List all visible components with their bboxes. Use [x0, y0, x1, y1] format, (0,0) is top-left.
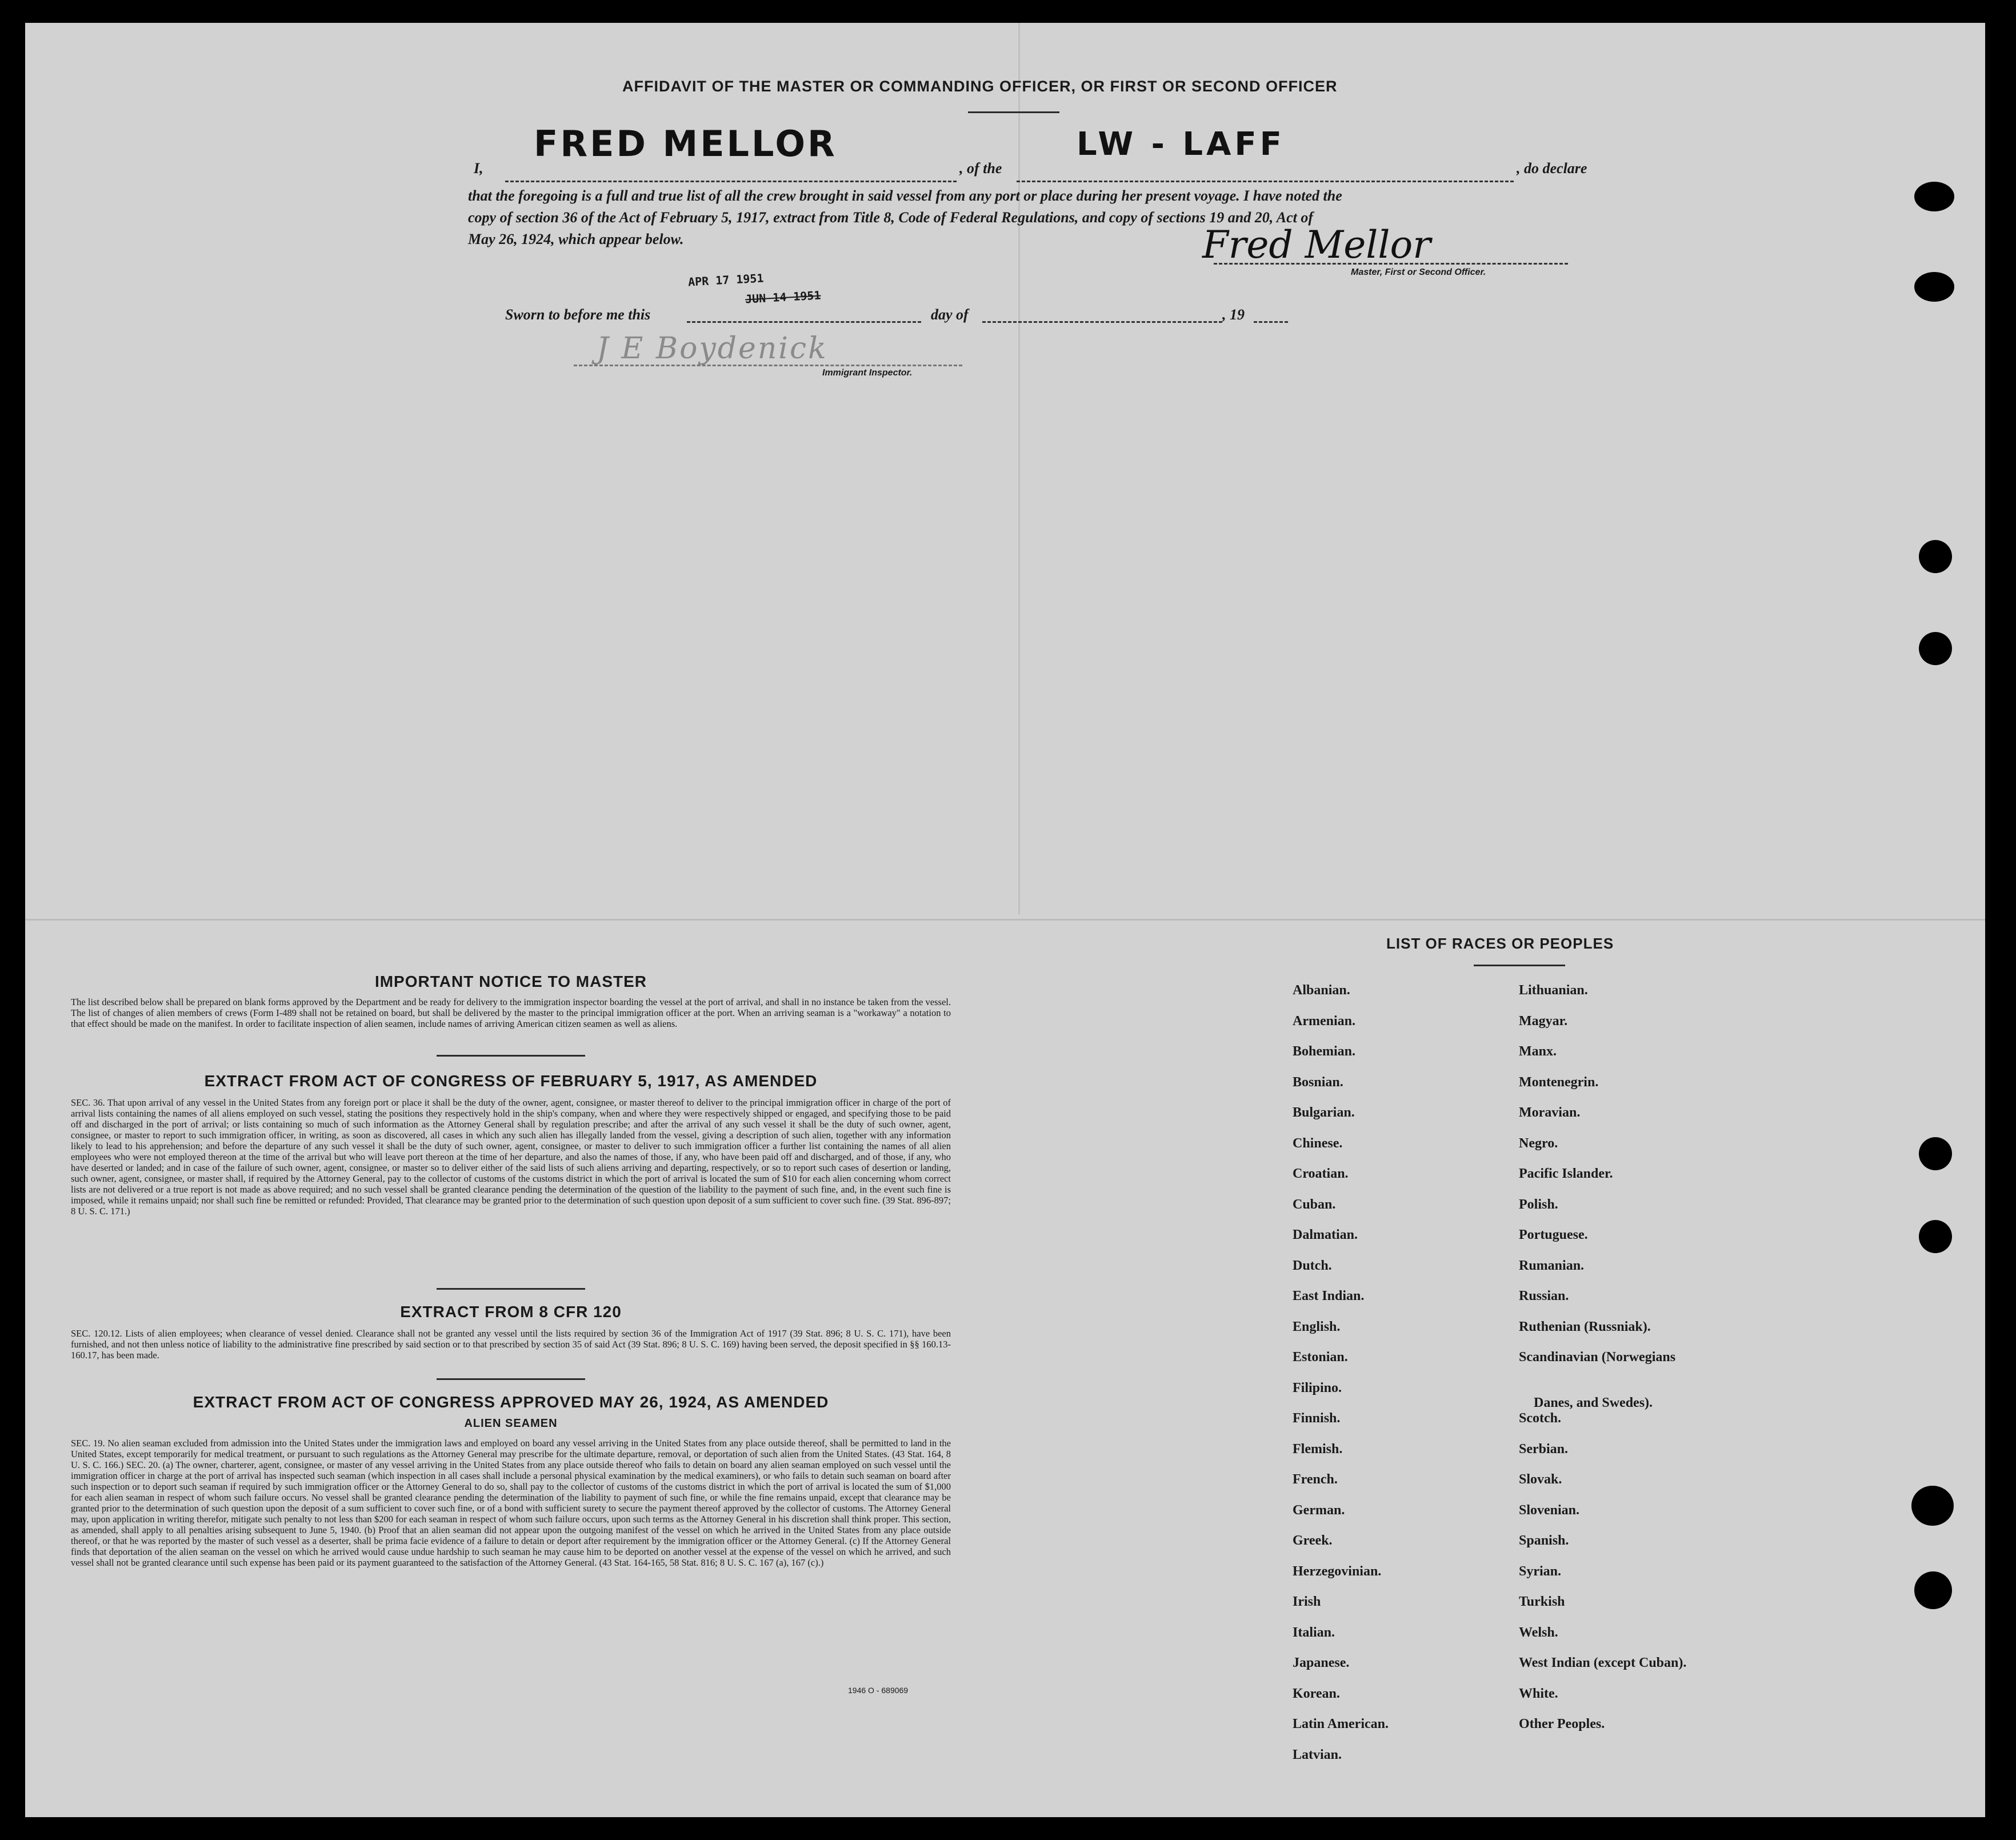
extract2-rule — [437, 1378, 585, 1380]
fold-line-vertical — [1018, 23, 1020, 914]
of-the-text: , of the — [959, 160, 1002, 177]
race-item: English. — [1293, 1319, 1341, 1334]
inspector-line — [574, 365, 962, 366]
race-item: Croatian. — [1293, 1166, 1349, 1181]
punch-hole — [1914, 182, 1954, 211]
race-item: Manx. — [1519, 1044, 1557, 1059]
punch-hole — [1919, 540, 1952, 573]
race-item: Magyar. — [1519, 1013, 1568, 1029]
race-item: Bosnian. — [1293, 1074, 1343, 1090]
affidavit-line-2: that the foregoing is a full and true list of all the crew brought in said vessel from any port or place during her present voyage. I have noted the — [468, 187, 1342, 204]
document-page — [25, 23, 1985, 1817]
race-item: Latin American. — [1293, 1717, 1389, 1731]
extract3-subtitle: ALIEN SEAMEN — [464, 1417, 558, 1430]
extract3-title: EXTRACT FROM ACT OF CONGRESS APPROVED MAY 26, 1924, AS AMENDED — [193, 1393, 829, 1411]
race-item: Finnish. — [1293, 1411, 1341, 1426]
race-item: Italian. — [1293, 1625, 1335, 1640]
extract2-title: EXTRACT FROM 8 CFR 120 — [400, 1303, 622, 1321]
races-title: LIST OF RACES OR PEOPLES — [1386, 935, 1614, 952]
race-item: Rumanian. — [1519, 1258, 1585, 1273]
race-item: Portuguese. — [1519, 1227, 1588, 1242]
sworn-day-line — [687, 321, 921, 323]
races-rule — [1474, 965, 1565, 966]
race-item: White. — [1519, 1686, 1558, 1701]
master-signature: Fred Mellor — [1202, 223, 1431, 267]
race-item: Scotch. — [1519, 1411, 1561, 1426]
title-rule — [968, 111, 1059, 113]
race-item: Dutch. — [1293, 1258, 1332, 1273]
race-item: Russian. — [1519, 1289, 1569, 1303]
race-item: Bulgarian. — [1293, 1105, 1355, 1120]
signature-caption: Master, First or Second Officer. — [1351, 267, 1486, 277]
month-line — [982, 321, 1222, 323]
race-item: Dalmatian. — [1293, 1227, 1358, 1242]
punch-hole — [1914, 272, 1954, 302]
race-item: Negro. — [1519, 1135, 1558, 1151]
race-item: Irish — [1293, 1594, 1321, 1609]
race-item: Spanish. — [1519, 1533, 1569, 1548]
race-item: Cuban. — [1293, 1197, 1336, 1212]
do-declare-text: , do declare — [1517, 160, 1587, 177]
punch-hole — [1919, 1137, 1952, 1170]
race-item: Slovenian. — [1519, 1502, 1580, 1518]
race-item: Polish. — [1519, 1197, 1558, 1212]
inspector-signature: J E Boydenick — [597, 331, 828, 366]
affidavit-line-3: copy of section 36 of the Act of February 5, 1917, extract from Title 8, Code of Federal Regulations, and copy of sections 19 and 20, Act of — [468, 209, 1313, 226]
race-item: Pacific Islander. — [1519, 1166, 1613, 1181]
race-item: Estonian. — [1293, 1350, 1348, 1365]
print-code: 1946 O - 689069 — [848, 1686, 909, 1695]
race-item: Other Peoples. — [1519, 1717, 1605, 1731]
race-item: Flemish. — [1293, 1441, 1343, 1457]
race-item: Ruthenian (Russniak). — [1519, 1319, 1651, 1334]
extract1-text: SEC. 36. That upon arrival of any vessel in the United States from any foreign port or place it shall be the duty of the owner, agent, consignee, or master thereof to deliver to the principal immigration officer in charge of the port of arrival lists containing the names of all aliens employed on such vessel, stating the positions they respectively hold in the ship's company, when and where they were respectively shipped or engaged, and specifying those to be paid off and discharged in the port of arrival; or lists containing so much of such information as the Attorney General shall by regulation prescribe; and after the arrival of any such vessel it shall be the duty of such owner, agent, consignee, or master to report to such immigration officer, in writing, as soon as discovered, all cases in which any such alien has illegally landed from the vessel, giving a description of such alien, together with any information likely to lead to his apprehension; and before the departure of any such vessel it shall be the duty of such owner, agent, consignee, or master to deliver to such immigration officer a further list containing the names of all alien employees who were not employed thereon at the time of the arrival but who will leave port thereon at the time of her departure, and also the names of those, if any, who have been paid off and discharged, and of those, if any, who have deserted or landed; and in case of the failure of such owner, agent, consignee, or master so to deliver either of the said lists of such aliens arriving and departing, respectively, or so to report such cases of desertion or landing, such owner, agent, consignee, or master shall, if required by the Attorney General, pay to the collector of customs of the customs district in which the port of arrival is located the sum of $10 for each alien concerning whom correct lists are not delivered or a true report is not made as above required; and no such vessel shall be granted clearance pending the determination of the question of the liability to the payment of such fine, and, in the event such fine is imposed, while it remains unpaid; nor shall such fine be remitted or refunded: Provided, That clearance may be granted prior to the determination of such question upon deposit of a sum sufficient to cover such fine. (39 Stat. 896-897; 8 U. S. C. 171.) — [71, 1097, 951, 1217]
punch-hole — [1911, 1486, 1954, 1526]
race-item: Korean. — [1293, 1686, 1340, 1701]
sworn-text: Sworn to before me this — [505, 306, 651, 323]
race-item: Greek. — [1293, 1533, 1333, 1548]
race-item: West Indian (except Cuban). — [1519, 1655, 1687, 1670]
affidavit-title: AFFIDAVIT OF THE MASTER OR COMMANDING OFFICER, OR FIRST OR SECOND OFFICER — [622, 78, 1338, 95]
notice-rule — [437, 1055, 585, 1057]
race-item: German. — [1293, 1502, 1345, 1518]
extract1-rule — [437, 1288, 585, 1290]
affidavit-line-4: May 26, 1924, which appear below. — [468, 231, 684, 247]
race-item: Moravian. — [1519, 1105, 1581, 1120]
race-item: Serbian. — [1519, 1441, 1569, 1457]
notice-title: IMPORTANT NOTICE TO MASTER — [374, 973, 647, 990]
master-name-handwritten: FRED MELLOR — [534, 123, 837, 165]
race-item: French. — [1293, 1472, 1338, 1487]
signature-line — [1214, 263, 1568, 265]
year-line — [1254, 321, 1288, 323]
year-text: , 19 — [1222, 306, 1245, 323]
race-item: Armenian. — [1293, 1013, 1355, 1029]
vessel-line — [1017, 181, 1514, 182]
extract3-text: SEC. 19. No alien seaman excluded from admission into the United States under the immigration laws and employed on board any vessel arriving in the United States from any place outside thereof, shall be permitted to land in the United States, except temporarily for medical treatment, or pursuant to such regulations as the Attorney General may prescribe for the ultimate departure, removal, or deportation of such alien from the United States. (43 Stat. 164, 8 U. S. C. 166.) SEC. 20. (a) The owner, charterer, agent, consignee, or master of any vessel arriving in the United States from any place outside thereof who fails to detain on board any alien seaman employed on such vessel until the immigration officer in charge at the port of arrival has inspected such seaman (which inspection in all cases shall include a personal physical examination by the medical examiners), or who fails to detain such seaman on board after such inspection or to deport such seaman if required by such immigration officer or the Attorney General to do so, shall pay to the collector of customs of the customs district in which the port of arrival is located the sum of $1,000 for each alien seaman in respect of whom such failure occurs. No vessel shall be granted clearance pending the determination of the liability to payment of such fine, or while the fine remains unpaid, except that clearance may be granted prior to the determination of such question upon the deposit of a sum sufficient to cover such fine, or of a bond with sufficient surety to secure the payment thereof approved by the collector of customs. The Attorney General may, upon application in writing therefor, mitigate such penalty to not less than $200 for each seaman in respect of whom such failure occurs, upon such terms as the Attorney General in his discretion shall think proper. This section, as amended, shall apply to all penalties arising subsequent to June 5, 1940. (b) Proof that an alien seaman did not appear upon the outgoing manifest of the vessel on which he arrived in the United States from any place outside thereof, or that he was reported by the master of such vessel as a deserter, shall be prima facie evidence of a failure to detain or deport after requirement by the immigration officer or the Attorney General. (c) If the Attorney General finds that deportation of the alien seaman on the vessel on which he arrived would cause undue hardship to such seaman he may cause him to be deported on another vessel at the expense of the vessel on which he arrived, and such vessel shall not be granted clearance until such expense has been paid or its payment guaranteed to the satisfaction of the Attorney General. (43 Stat. 164-165, 58 Stat. 816; 8 U. S. C. 167 (a), 167 (c).) — [71, 1438, 951, 1568]
extract2-text: SEC. 120.12. Lists of alien employees; when clearance of vessel denied. Clearance shall not be granted any vessel until the lists required by section 36 of the Immigration Act of 1917 (39 Stat. 896; 8 U. S. C. 171), have been furnished, and not then unless notice of liability to the administrative fine prescribed by said section or to that prescribed by section 35 of said Act (39 Stat. 896; 8 U. S. C. 169) having been served, the deposit specified in §§ 160.13-160.17, has been made. — [71, 1328, 951, 1361]
date-stamp-2: JUN 14 1951 — [745, 288, 821, 306]
race-item: Syrian. — [1519, 1563, 1562, 1579]
race-item: Bohemian. — [1293, 1044, 1356, 1059]
race-item: Danes, and Swedes). — [1534, 1395, 1653, 1410]
punch-hole — [1914, 1571, 1952, 1609]
inspector-caption: Immigrant Inspector. — [822, 368, 913, 378]
affidavit-i: I, — [474, 160, 483, 177]
punch-hole — [1919, 632, 1952, 665]
fold-line-horizontal — [25, 919, 1985, 921]
day-of-text: day of — [931, 306, 969, 323]
race-item: Chinese. — [1293, 1135, 1343, 1151]
extract1-title: EXTRACT FROM ACT OF CONGRESS OF FEBRUARY 5, 1917, AS AMENDED — [204, 1072, 818, 1090]
vessel-name-handwritten: LW - LAFF — [1077, 126, 1285, 163]
race-item: Slovak. — [1519, 1472, 1562, 1487]
race-item: Japanese. — [1293, 1655, 1350, 1670]
date-stamp-1: APR 17 1951 — [687, 271, 764, 289]
notice-text: The list described below shall be prepared on blank forms approved by the Department and be ready for delivery to the immigration inspector boarding the vessel at the port of arrival, and shall in no instance be taken from the vessel. The list of changes of alien members of crews (Form I-489 shall not be retained on board, but shall be delivered by the master to the principal immigration officer at the port. When an arriving seaman is a "workaway" a notation to that effect should be made on the manifest. In order to facilitate inspection of alien seamen, include names of arriving American citizen seamen as well as aliens. — [71, 997, 951, 1029]
punch-hole — [1919, 1220, 1952, 1253]
race-item: Scandinavian (Norwegians — [1519, 1350, 1676, 1365]
race-item: Montenegrin. — [1519, 1074, 1599, 1090]
race-item: Filipino. — [1293, 1380, 1342, 1395]
race-item: Latvian. — [1293, 1747, 1342, 1762]
race-item: Lithuanian. — [1519, 983, 1588, 998]
race-item: Albanian. — [1293, 983, 1350, 998]
name-line — [505, 181, 957, 182]
race-item: Herzegovinian. — [1293, 1563, 1382, 1579]
race-item: Welsh. — [1519, 1625, 1558, 1640]
race-item: East Indian. — [1293, 1289, 1365, 1303]
race-item: Turkish — [1519, 1594, 1565, 1609]
